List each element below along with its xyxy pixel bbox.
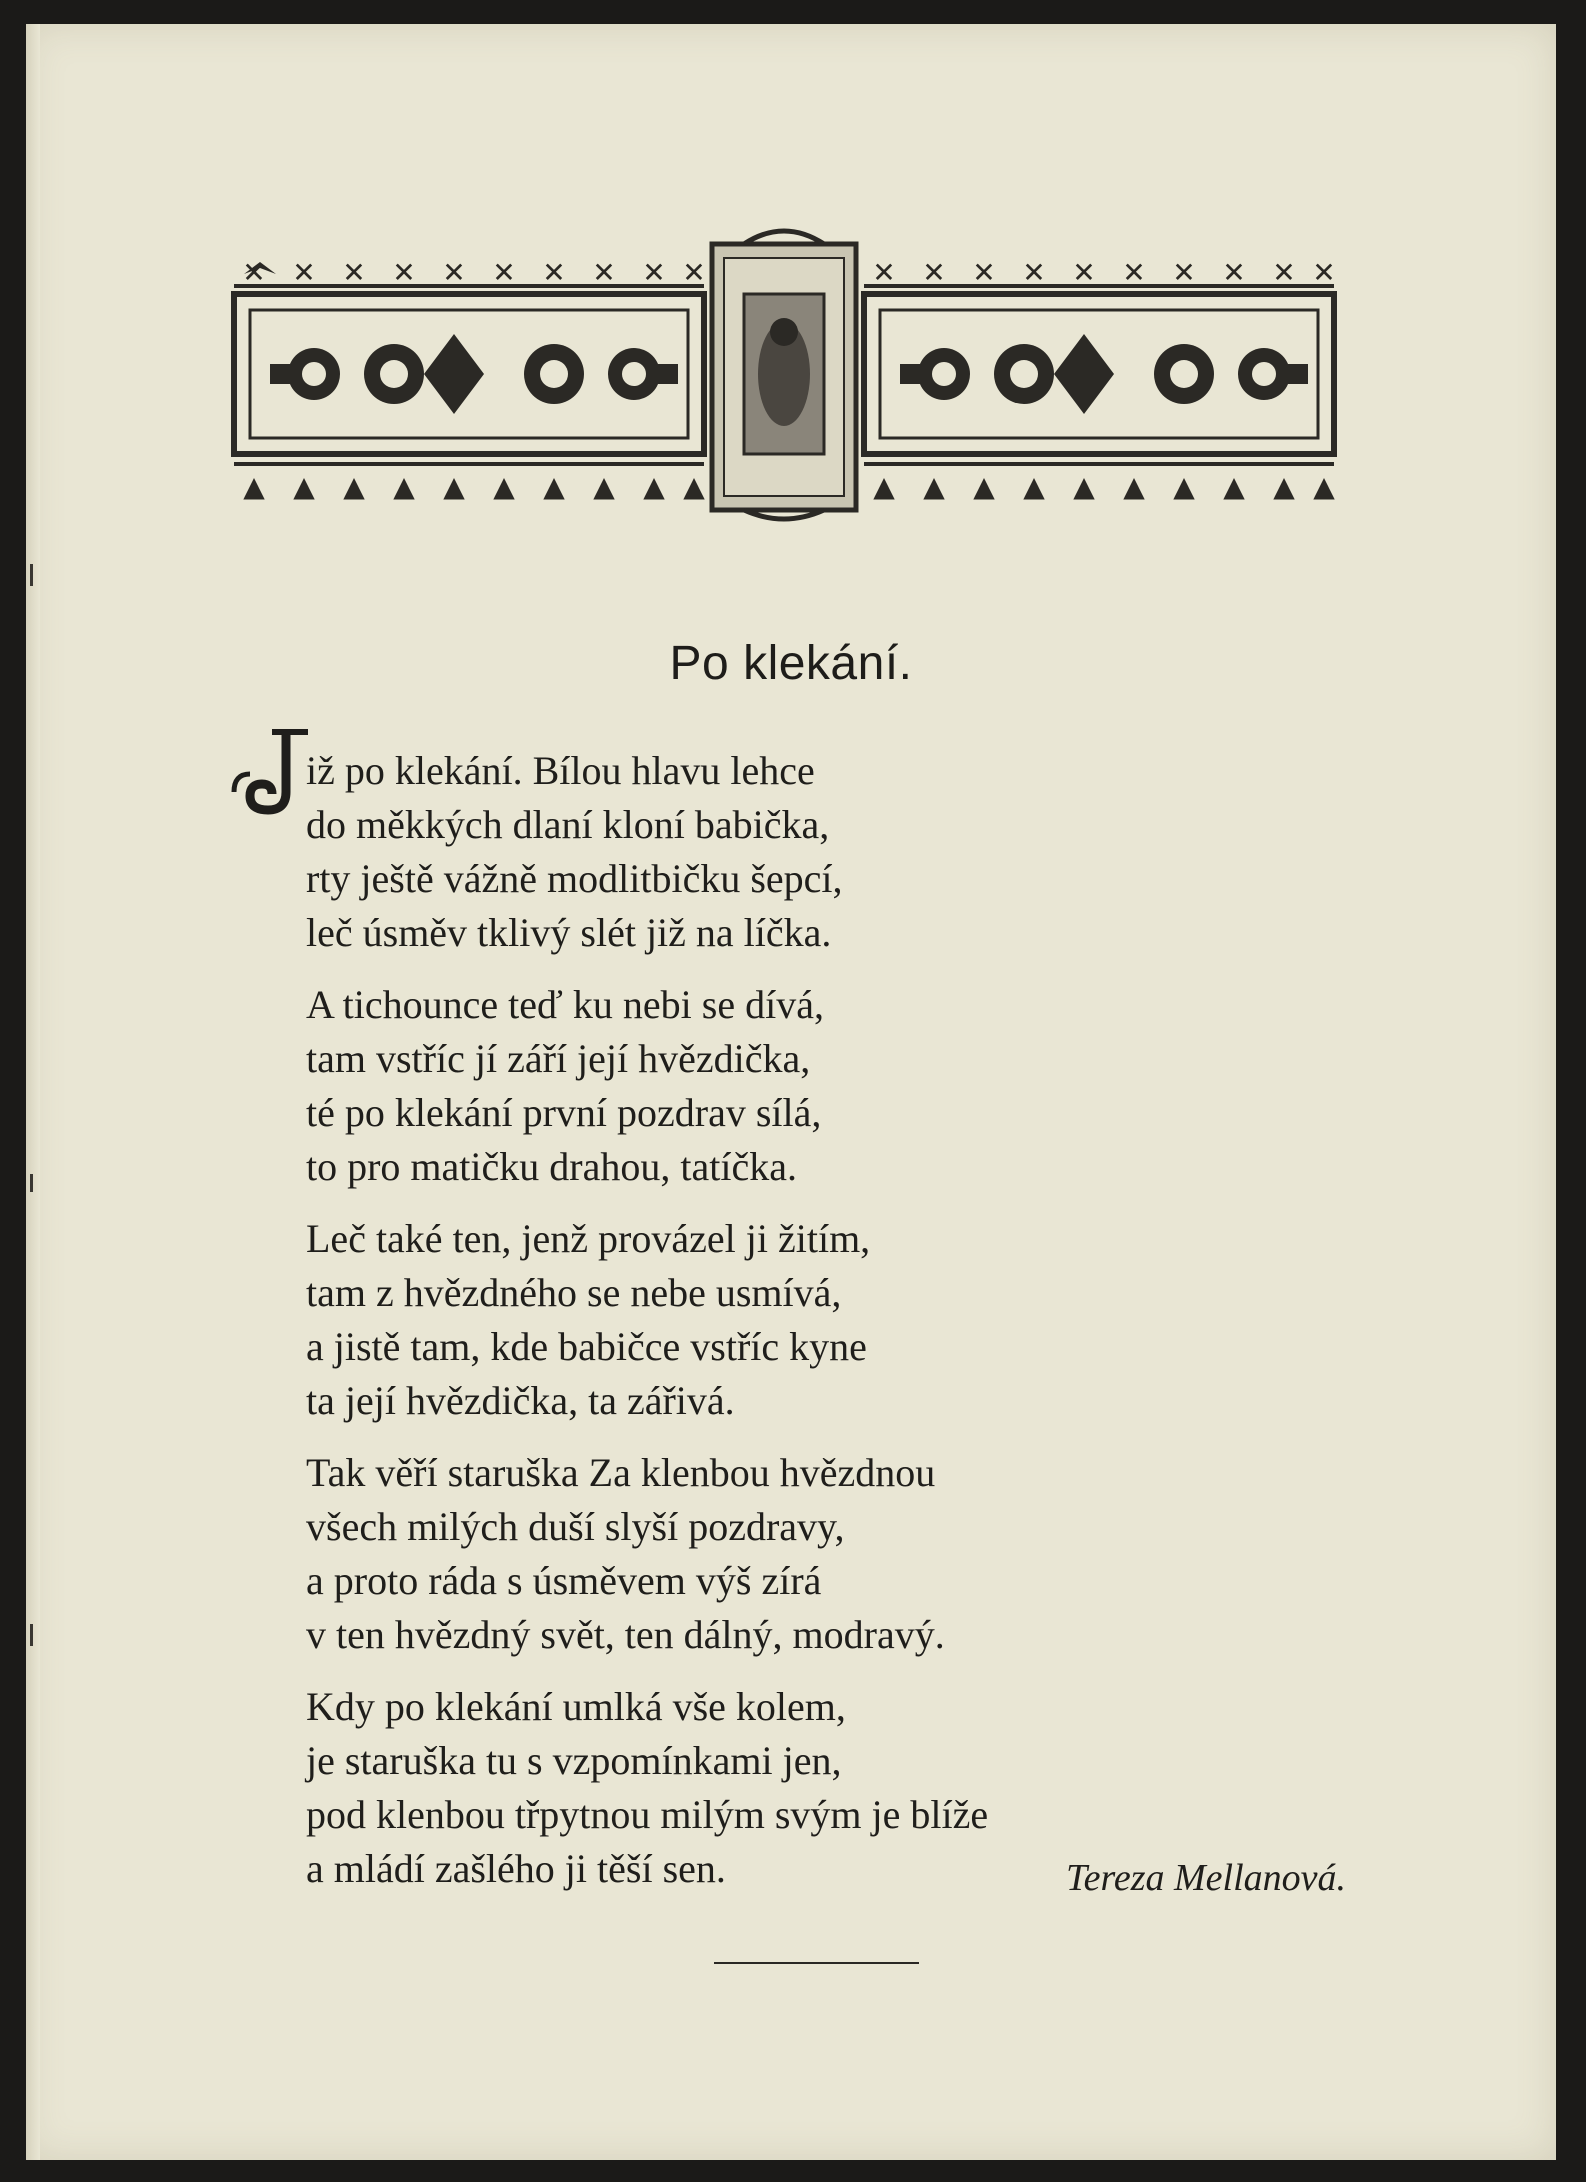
svg-text:▲: ▲	[1073, 470, 1095, 503]
svg-text:✕: ✕	[542, 256, 566, 289]
svg-text:▲: ▲	[873, 470, 895, 503]
poem-line: Kdy po klekání umlká vše kolem,	[306, 1684, 846, 1729]
svg-text:✕: ✕	[1312, 256, 1336, 289]
poem-title: Po klekání.	[669, 637, 913, 690]
poem-line: do měkkých dlaní kloní babička,	[306, 802, 830, 847]
poem-line: tam z hvězdného se nebe usmívá,	[306, 1270, 842, 1315]
svg-text:▲: ▲	[343, 470, 365, 503]
dropcap-letter: J	[228, 718, 229, 719]
poem-line: leč úsměv tklivý slét již na líčka.	[306, 910, 832, 955]
author-signature: Tereza Mellanová.	[1065, 1857, 1346, 1899]
poem-line: všech milých duší slyší pozdravy,	[306, 1504, 845, 1549]
poem-line: a jistě tam, kde babičce vstříc kyne	[306, 1324, 867, 1369]
svg-text:▲: ▲	[293, 470, 315, 503]
svg-text:✕: ✕	[592, 256, 616, 289]
poem-line: pod klenbou třpytnou milým svým je blíže	[306, 1792, 989, 1837]
svg-text:✕: ✕	[1172, 256, 1196, 289]
poem-line: v ten hvězdný svět, ten dálný, modravý.	[306, 1612, 945, 1657]
svg-text:▲: ▲	[923, 470, 945, 503]
svg-text:▲: ▲	[1223, 470, 1245, 503]
closing-rule	[714, 1962, 919, 1964]
svg-text:✕: ✕	[242, 256, 266, 289]
svg-text:▲: ▲	[973, 470, 995, 503]
poem-body	[228, 718, 1406, 1914]
poem-line: Leč také ten, jenž provázel ji žitím,	[306, 1216, 871, 1261]
poem-line: to pro matičku drahou, tatíčka.	[306, 1144, 797, 1189]
svg-text:✕: ✕	[342, 256, 366, 289]
svg-text:▲: ▲	[593, 470, 615, 503]
poem-line: a mládí zašlého ji těší sen.	[306, 1846, 726, 1891]
svg-text:▲: ▲	[393, 470, 415, 503]
svg-text:▲: ▲	[1123, 470, 1145, 503]
svg-text:▲: ▲	[1173, 470, 1195, 503]
book-page	[26, 24, 1556, 2160]
svg-text:▲: ▲	[683, 470, 705, 503]
stanza-2	[306, 978, 1406, 1194]
poem-line: tam vstříc jí září její hvězdička,	[306, 1036, 811, 1081]
stanza-3	[306, 1212, 1406, 1428]
poem-line: iž po klekání. Bílou hlavu lehce	[306, 748, 815, 793]
dropcap-ornamental-letter	[228, 718, 328, 818]
poem-line: Tak věří staruška Za klenbou hvězdnou	[306, 1450, 936, 1495]
svg-text:▲: ▲	[1023, 470, 1045, 503]
stanza-1	[306, 744, 1406, 960]
stanza-4	[306, 1446, 1406, 1662]
svg-text:✕: ✕	[292, 256, 316, 289]
header-ornament	[224, 224, 1344, 524]
svg-text:✕: ✕	[922, 256, 946, 289]
svg-text:✕: ✕	[872, 256, 896, 289]
svg-text:✕: ✕	[972, 256, 996, 289]
svg-text:▲: ▲	[493, 470, 515, 503]
svg-text:✕: ✕	[442, 256, 466, 289]
poem-line: ta její hvězdička, ta zářivá.	[306, 1378, 735, 1423]
poem-line: A tichounce teď ku nebi se dívá,	[306, 982, 824, 1027]
svg-text:▲: ▲	[1313, 470, 1335, 503]
svg-text:✕: ✕	[1022, 256, 1046, 289]
svg-text:✕: ✕	[392, 256, 416, 289]
svg-text:✕: ✕	[642, 256, 666, 289]
margin-mark	[30, 1624, 33, 1646]
margin-mark	[30, 1174, 33, 1192]
svg-text:▲: ▲	[243, 470, 265, 503]
svg-text:▲: ▲	[643, 470, 665, 503]
page-edge	[26, 24, 40, 2160]
svg-text:▲: ▲	[443, 470, 465, 503]
svg-text:✕: ✕	[1272, 256, 1296, 289]
svg-text:▲: ▲	[1273, 470, 1295, 503]
svg-text:✕: ✕	[492, 256, 516, 289]
poem-line: a proto ráda s úsměvem výš zírá	[306, 1558, 822, 1603]
svg-text:✕: ✕	[1072, 256, 1096, 289]
margin-mark	[30, 564, 33, 586]
svg-text:▲: ▲	[543, 470, 565, 503]
svg-text:✕: ✕	[682, 256, 706, 289]
poem-line: je staruška tu s vzpomínkami jen,	[306, 1738, 842, 1783]
poem-line: rty ještě vážně modlitbičku šepcí,	[306, 856, 843, 901]
poem-line: té po klekání první pozdrav sílá,	[306, 1090, 822, 1135]
svg-text:✕: ✕	[1122, 256, 1146, 289]
svg-text:✕: ✕	[1222, 256, 1246, 289]
